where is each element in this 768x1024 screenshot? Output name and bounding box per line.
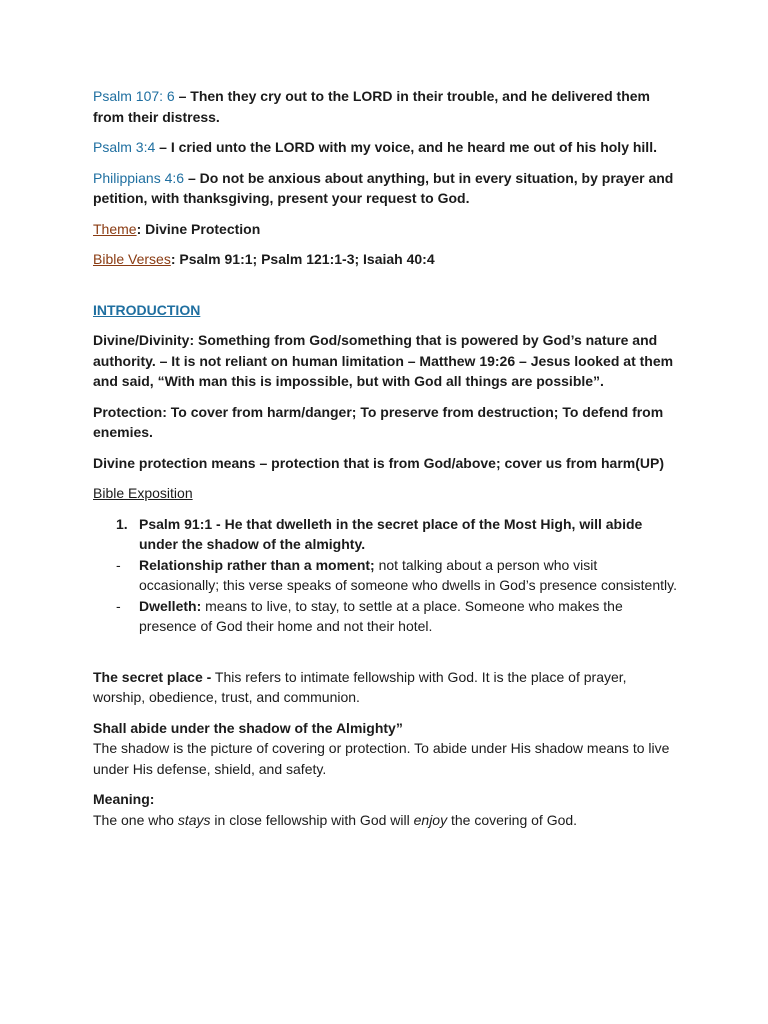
bullet-item: [93, 596, 678, 637]
bible-verses-label: Bible Verses: [93, 251, 171, 267]
dash-marker: -: [116, 597, 121, 614]
verse-reference: Psalm 3:4: [93, 139, 156, 155]
introduction-heading: INTRODUCTION: [93, 301, 201, 318]
bullet-text: Relationship rather than a moment; not talking about a person who visit occasionally; this verse speaks of someone who dwells in God’s presence consistently.: [139, 556, 677, 593]
verse-text: – Then they cry out to the LORD in their trouble, and he delivered them from their distress.: [93, 88, 651, 125]
bible-verses-value: : Psalm 91:1; Psalm 121:1-3; Isaiah 40:4: [170, 251, 435, 267]
verse-psalm-107: [93, 86, 678, 127]
abide-paragraph: [93, 718, 678, 780]
list-item: [93, 514, 678, 555]
divine-definition: Divine/Divinity: Something from God/something that is powered by God’s nature and authority. – It is not reliant on human limitation – Matthew 19:26 – Jesus looked at them and said, “With man this is impossible, but with God all things are possible”.: [93, 332, 674, 389]
bullet-item: [93, 555, 678, 596]
divine-protection-definition: Divine protection means – protection that is from God/above; cover us from harm(UP): [93, 454, 664, 471]
verse-reference: Psalm 107: 6: [93, 88, 175, 104]
verse-psalm-3: [93, 137, 678, 158]
verse-reference: Philippians 4:6: [93, 169, 185, 186]
bible-exposition-heading: Bible Exposition: [93, 485, 193, 501]
exposition-list: [93, 514, 678, 637]
dash-marker: -: [116, 556, 121, 573]
theme-value: : Divine Protection: [136, 220, 261, 237]
spacer: [93, 280, 678, 300]
abide-text: The shadow is the picture of covering or protection. To abide under His shadow means to live under His defense, shield, and safety.: [93, 740, 670, 777]
meaning-heading: Meaning:: [93, 791, 155, 807]
meaning-paragraph: Meaning: The one who stays in close fellowship with God will enjoy the covering of God.: [93, 789, 678, 830]
abide-heading: Shall abide under the shadow of the Almighty”: [93, 719, 403, 736]
verse-text: – Do not be anxious about anything, but in every situation, by prayer and petition, with thanksgiving, present your request to God.: [93, 169, 674, 206]
verse-philippians-4: [93, 168, 678, 209]
verse-text: – I cried unto the LORD with my voice, and he heard me out of his holy hill.: [155, 139, 657, 155]
bullet-text: Dwelleth: means to live, to stay, to settle at a place. Someone who makes the presence of God their home and not their hotel.: [139, 597, 623, 634]
document-page: [93, 86, 678, 840]
spacer: [93, 647, 678, 667]
theme-line: [93, 219, 678, 240]
secret-place-paragraph: The secret place - This refers to intimate fellowship with God. It is the place of prayer, worship, obedience, trust, and communion.: [93, 668, 627, 705]
bible-verses-line: [93, 249, 678, 270]
list-item-text: Psalm 91:1 - He that dwelleth in the secret place of the Most High, will abide under the shadow of the almighty.: [139, 515, 643, 552]
list-number: 1.: [116, 515, 128, 532]
protection-definition: Protection: To cover from harm/danger; To preserve from destruction; To defend from enemies.: [93, 403, 664, 440]
theme-label: Theme: [93, 220, 137, 237]
